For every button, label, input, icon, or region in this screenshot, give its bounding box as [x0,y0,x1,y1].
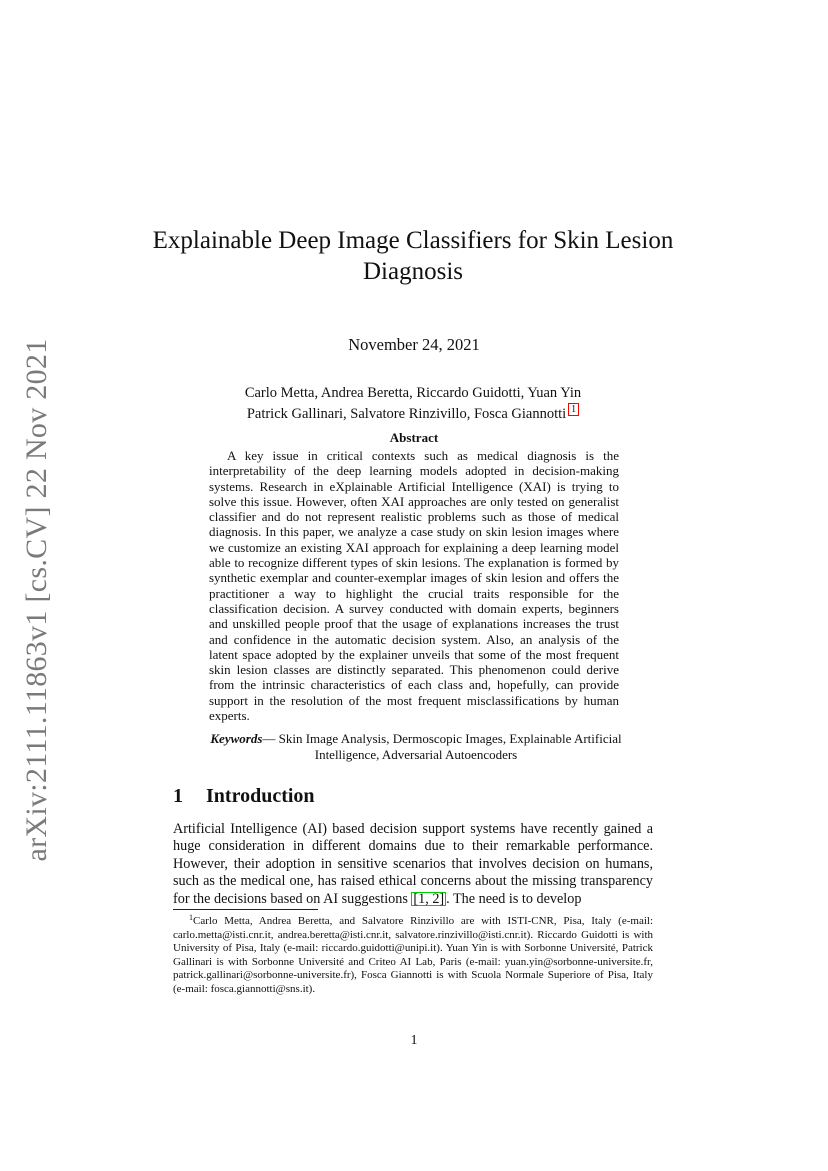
intro-text-before: Artificial Intelligence (AI) based decision support systems have recently gained a huge consideration in different domains due to their remarkable performance. However, their adoption in sensitive scenarios that involves decision on humans, such as the medical one, has raised ethical concerns about the missing transparency for the decisions based on AI suggestions [173,821,653,907]
section-title: Introduction [206,785,315,807]
keywords-text: — Skin Image Analysis, Dermoscopic Images, Explainable Artificial Intelligence, Adversarial Autoencoders [262,731,622,762]
footnote-divider [173,909,318,910]
paper-title: Explainable Deep Image Classifiers for Skin Lesion Diagnosis [152,227,674,285]
page-number: 1 [410,1033,418,1048]
author-footnote-link[interactable]: 1 [568,403,579,416]
citation-1[interactable]: 1 [418,890,426,907]
intro-text-after: . The need is to develop [446,890,582,907]
abstract-heading: Abstract [389,430,439,445]
section-number: 1 [173,785,183,807]
keywords-label: Keywords [210,731,263,746]
keywords [191,731,641,763]
paper-date: November 24, 2021 [348,335,480,354]
section-heading-introduction [173,785,315,808]
abstract-body: A key issue in critical contexts such as medical diagnosis is the interpretability of the deep learning models adopted in decision-making systems. Research in eXplainable Artificial Intelligence (XAI) is trying to solve this issue. However, often XAI approaches are only tested on generalist classifier and do not represent realistic problems such as those of medical diagnosis. In this paper, we analyze a case study on skin lesion images where we customize an existing XAI approach for explaining a deep learning model able to recognize different types of skin lesions. The explanation is formed by synthetic exemplar and counter-exemplar images of skin lesion and offers the practitioner a way to highlight the crucial traits responsible for the classification decision. A survey conducted with domain experts, beginners and unskilled people proof that the usage of explanations increases the trust and confidence in the automatic decision system. Also, an analysis of the latent space adopted by the explainer unveils that some of the most frequent skin lesion classes are distinctly separated. This phenomenon could derive from the intrinsic characteristics of each class and, hopefully, can provide support in the resolution of the most frequent misclassifications by human experts. [209,448,619,724]
author-list [150,384,676,424]
footnote-1 [173,911,653,997]
footnote-text: Carlo Metta, Andrea Beretta, and Salvatore Rinzivillo are with ISTI-CNR, Pisa, Italy (e-mail: carlo.metta@isti.cnr.it, andrea.beretta@isti.cnr.it, salvatore.rinzivillo@isti.cnr.it). Riccardo Guidotti is with University of Pisa, Italy (e-mail: riccardo.guidotti@unipi.it). Yuan Yin is with Sorbonne Université, Patrick Gallinari is with Sorbonne Université and Criteo AI Lab, Paris (e-mail: yuan.yin@sorbonne-universite.fr, patrick.gallinari@sorbonne-universite.fr), Fosca Giannotti is with Scuola Normale Superiore of Pisa, Italy (e-mail: fosca.giannotti@sns.it). [173,915,653,995]
author-line-2-text: Patrick Gallinari, Salvatore Rinzivillo, Fosca Giannotti [246,406,567,422]
citation-link-group[interactable]: [1, 2] [413,890,445,907]
citation-2[interactable]: 2 [432,890,440,907]
arxiv-identifier-stamp: arXiv:2111.11863v1 [cs.CV] 22 Nov 2021 [20,338,53,862]
introduction-paragraph [173,821,653,908]
author-line-2 [150,403,676,424]
author-line-1: Carlo Metta, Andrea Beretta, Riccardo Guidotti, Yuan Yin [244,385,582,401]
footnote-mark: 1 [189,913,193,922]
